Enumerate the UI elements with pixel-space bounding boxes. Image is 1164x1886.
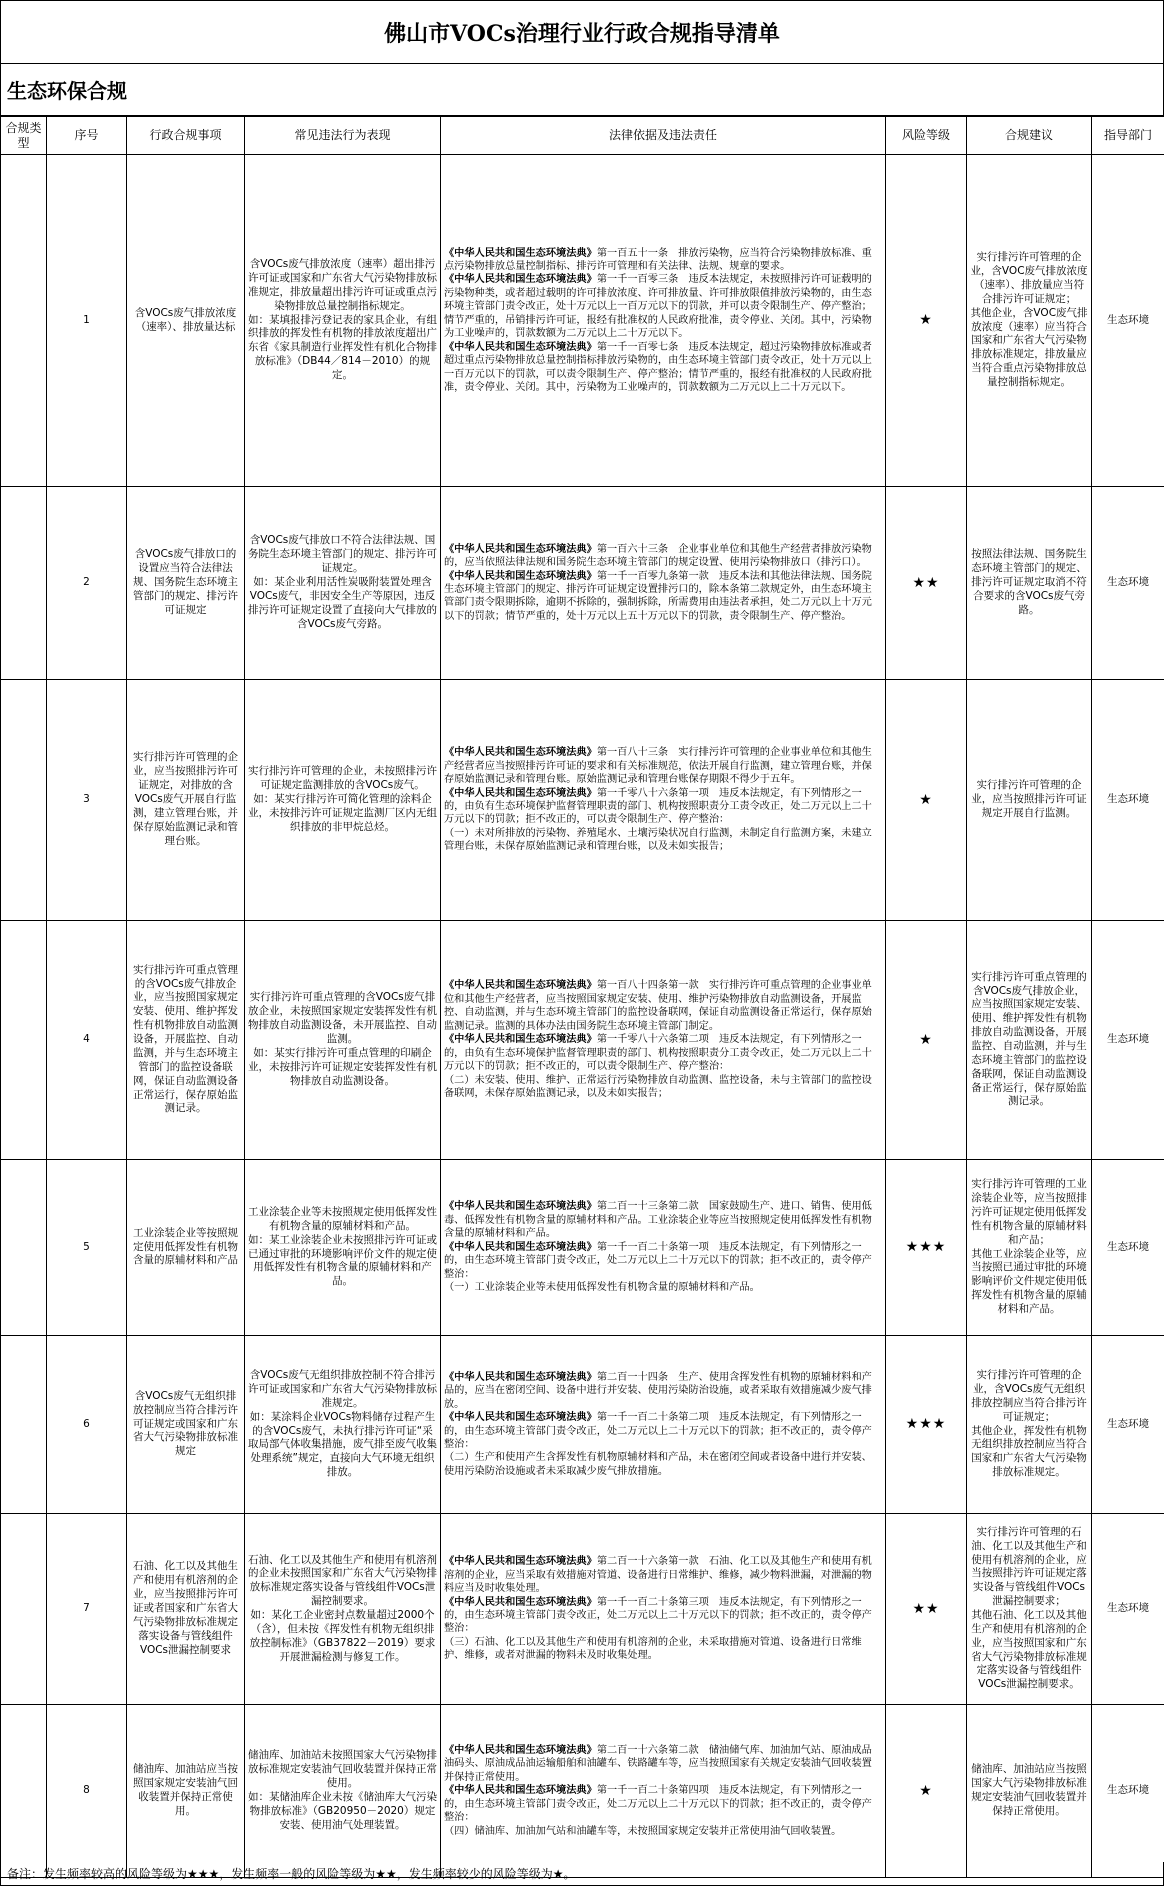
- law-paragraph: [444, 273, 882, 340]
- law-text: 第一千一百零七条 违反本法规定，超过污染物排放标准或者超过重点污染物排放总量控制指标排放污染物的，由生态环境主管部门责令改正，处十万元以上一百万元以下的罚款，可以责令限制生产、停产整治；情节严重的，报经有批准权的人民政府批准，责令停业、关闭。其中，污染物为工业噪声的，罚款数额为二万元以上二十万元以下。: [444, 341, 872, 394]
- cell-behavior: 实行排污许可管理的企业，未按照排污许可证规定监测排放的含VOCs废气。 如：某实行排污许可简化管理的涂料企业，未按排污许可证规定监测厂区内无组织排放的非甲烷总烃。: [245, 680, 441, 921]
- cell-advice: 实行排污许可管理的企业，含VOCs废气无组织排放控制应当符合排污许可证规定； 其他企业，挥发性有机物无组织排放控制应当符合国家和广东省大气污染物排放标准规定。: [967, 1336, 1092, 1514]
- cell-risk: ★: [886, 680, 967, 921]
- cell-law: [441, 680, 886, 921]
- cell-advice: 实行排污许可管理的石油、化工以及其他生产和使用有机溶剂的企业，应当按照排污许可证规定落实设备与管线组件VOCs泄漏控制要求； 其他石油、化工以及其他生产和使用有机溶剂的企业，应当按照国家和广东省大气污染物排放标准规定落实设备与管线组件VOCs泄漏控制要求。: [967, 1514, 1092, 1705]
- cell-law: [441, 1705, 886, 1878]
- law-text: 第一千一百二十条第三项 违反本法规定，有下列情形之一的，由生态环境主管部门责令改正，处二万元以上二十万元以下的罚款；拒不改正的，责令停产整治： （三）石油、化工以及其他生产和使用有机溶剂的企业，未采取措施对管道、设备进行日常维护、维修，或者对泄漏的物料未及时收集处理。: [444, 1596, 872, 1662]
- law-text: 第一百六十三条 企业事业单位和其他生产经营者排放污染物的，应当依照法律法规和国务院生态环境主管部门的规定设置、使用污染物排放口（排污口）。: [444, 543, 872, 569]
- law-text: 第二百一十三条第二款 国家鼓励生产、进口、销售、使用低毒、低挥发性有机物含量的原辅材料和产品。工业涂装企业等应当按照规定使用低挥发性有机物含量的原辅材料和产品。: [444, 1201, 872, 1240]
- law-source: 《中华人民共和国生态环境法典》: [444, 1034, 597, 1046]
- law-paragraph: [444, 746, 882, 786]
- cell-type: [1, 1160, 47, 1336]
- cell-law: [441, 155, 886, 487]
- law-source: 《中华人民共和国生态环境法典》: [444, 247, 597, 259]
- cell-behavior: 石油、化工以及其他生产和使用有机溶剂的企业未按照国家和广东省大气污染物排放标准规定落实设备与管线组件VOCs泄漏控制要求。 如：某化工企业密封点数量超过2000个（含），但未按《挥发性有机物无组织排放控制标准》（GB37822－2019）要求开展泄漏检测与修复工作。: [245, 1514, 441, 1705]
- law-paragraph: [444, 1241, 882, 1295]
- document-title: 佛山市VOCs治理行业行政合规指导清单: [0, 0, 1164, 64]
- header-risk: 风险等级: [886, 117, 967, 155]
- cell-type: [1, 487, 47, 680]
- table-row: [1, 487, 1164, 680]
- law-paragraph: [444, 1371, 882, 1411]
- law-paragraph: [444, 1555, 882, 1595]
- table-row: [1, 155, 1164, 487]
- cell-advice: 实行排污许可管理的企业，含VOC废气排放浓度（速率）、排放量应当符合排污许可证规定； 其他企业，含VOC废气排放浓度（速率）应当符合国家和广东省大气污染物排放标准规定，排放量应当符合重点污染物排放总量控制指标规定。: [967, 155, 1092, 487]
- cell-item: 储油库、加油站应当按照国家规定安装油气回收装置并保持正常使用。: [127, 1705, 245, 1878]
- law-text: 第一百八十四条第一款 实行排污许可重点管理的企业事业单位和其他生产经营者，应当按照国家规定安装、使用、维护污染物排放自动监测设备，开展监控、自动监测，并与生态环境主管部门的监控设备联网，保证自动监测设备正常运行，保存原始监测记录。监测的具体办法由国务院生态环境主管部门制定。: [444, 980, 872, 1032]
- header-item: 行政合规事项: [127, 117, 245, 155]
- cell-no: 3: [47, 680, 127, 921]
- cell-dept: 生态环境: [1092, 487, 1164, 680]
- law-source: 《中华人民共和国生态环境法典》: [444, 1556, 597, 1568]
- cell-item: 实行排污许可重点管理的含VOCs废气排放企业，应当按照国家规定安装、使用、维护挥发性有机物排放自动监测设备，开展监控、自动监测，并与生态环境主管部门的监控设备联网，保证自动监测设备正常运行，保存原始监测记录。: [127, 921, 245, 1160]
- header-no: 序号: [47, 117, 127, 155]
- cell-law: [441, 1514, 886, 1705]
- table-row: [1, 1705, 1164, 1878]
- law-source: 《中华人民共和国生态环境法典》: [444, 787, 597, 799]
- compliance-table: [0, 116, 1164, 1878]
- cell-type: [1, 1514, 47, 1705]
- cell-item: 实行排污许可管理的企业，应当按照排污许可证规定，对排放的含VOCs废气开展自行监测，建立管理台账，并保存原始监测记录和管理台账。: [127, 680, 245, 921]
- cell-risk: ★★★: [886, 1160, 967, 1336]
- law-paragraph: [444, 341, 882, 395]
- cell-behavior: 含VOCs废气无组织排放控制不符合排污许可证或国家和广东省大气污染物排放标准规定。 如：某涂料企业VOCs物料储存过程产生的含VOCs废气，未执行排污许可证“采取局部气体收集措施，废气排至废气收集处理系统”规定，直接向大气环境无组织排放。: [245, 1336, 441, 1514]
- law-paragraph: [444, 1200, 882, 1240]
- footnote: 备注：发生频率较高的风险等级为★★★，发生频率一般的风险等级为★★，发生频率较少的风险等级为★。: [0, 1862, 1164, 1886]
- cell-item: 含VOCs废气排放口的设置应当符合法律法规、国务院生态环境主管部门的规定、排污许可证规定: [127, 487, 245, 680]
- cell-risk: ★★★: [886, 1336, 967, 1514]
- cell-item: 含VOCs废气无组织排放控制应当符合排污许可证规定或国家和广东省大气污染物排放标准规定: [127, 1336, 245, 1514]
- law-paragraph: [444, 1784, 882, 1838]
- cell-law: [441, 1336, 886, 1514]
- law-paragraph: [444, 787, 882, 854]
- cell-no: 5: [47, 1160, 127, 1336]
- law-paragraph: [444, 1411, 882, 1478]
- law-text: 第一千一百二十条第二项 违反本法规定，有下列情形之一的，由生态环境主管部门责令改正，处二万元以上二十万元以下的罚款；拒不改正的，责令停产整治： （二）生产和使用产生含挥发性有机物原辅材料和产品，未在密闭空间或者设备中进行并安装、使用污染防治设施或者未采取减少废气排放措施。: [444, 1412, 872, 1477]
- cell-risk: ★: [886, 155, 967, 487]
- table-row: [1, 1514, 1164, 1705]
- law-paragraph: [444, 1596, 882, 1663]
- law-text: 第二百一十六条第二款 储油储气库、加油加气站、原油成品油码头、原油成品油运输船舶和油罐车、铁路罐车等，应当按照国家有关规定安装油气回收装置并保持正常使用。: [444, 1744, 872, 1783]
- cell-behavior: 含VOCs废气排放浓度（速率）超出排污许可证或国家和广东省大气污染物排放标准规定，排放量超出排污许可证或重点污染物排放总量控制指标规定。 如：某填报排污登记表的家具企业，有组织排放的挥发性有机物的排放浓度超出广东省《家具制造行业挥发性有机化合物排放标准》（DB44／814－2010）的规定。: [245, 155, 441, 487]
- cell-no: 4: [47, 921, 127, 1160]
- law-source: 《中华人民共和国生态环境法典》: [444, 747, 597, 759]
- law-text: 第一百五十一条 排放污染物，应当符合污染物排放标准、重点污染物排放总量控制指标、排污许可管理和有关法律、法规、规章的要求。: [444, 247, 872, 272]
- table-row: [1, 921, 1164, 1160]
- law-text: 第二百一十四条 生产、使用含挥发性有机物的原辅材料和产品的，应当在密闭空间、设备中进行并安装、使用污染防治设施，或者采取有效措施减少废气排放。: [444, 1371, 872, 1410]
- cell-risk: ★: [886, 921, 967, 1160]
- cell-no: 8: [47, 1705, 127, 1878]
- table-row: [1, 1336, 1164, 1514]
- cell-dept: 生态环境: [1092, 1160, 1164, 1336]
- law-text: 第一千零八十六条第二项 违反本法规定，有下列情形之一的，由负有生态环境保护监督管理职责的部门、机构按照职责分工责令改正，处二万元以上二十万元以下的罚款；拒不改正的，可以责令限制生产、停产整治： （二）未安装、使用、维护、正常运行污染物排放自动监测、监控设备，未与主管部门的监控设备联网，未保存原始监测记录，以及未如实报告；: [444, 1034, 872, 1100]
- law-source: 《中华人民共和国生态环境法典》: [444, 980, 597, 992]
- cell-behavior: 储油库、加油站未按照国家大气污染物排放标准规定安装油气回收装置并保持正常使用。 如：某储油库企业未按《储油库大气污染物排放标准》（GB20950－2020）规定安装、使用油气处理装置。: [245, 1705, 441, 1878]
- cell-advice: 实行排污许可管理的工业涂装企业等，应当按照排污许可证规定使用低挥发性有机物含量的原辅材料和产品； 其他工业涂装企业等，应当按照已通过审批的环境影响评价文件规定使用低挥发性有机物含量的原辅材料和产品。: [967, 1160, 1092, 1336]
- law-source: 《中华人民共和国生态环境法典》: [444, 1785, 597, 1797]
- section-heading: 生态环保合规: [0, 64, 1164, 116]
- cell-no: 7: [47, 1514, 127, 1705]
- cell-advice: 按照法律法规、国务院生态环境主管部门的规定、排污许可证规定取消不符合要求的含VOCs废气旁路。: [967, 487, 1092, 680]
- header-behavior: 常见违法行为表现: [245, 117, 441, 155]
- table-header-row: [1, 117, 1164, 155]
- law-text: 第一千一百零九条第一款 违反本法和其他法律法规、国务院生态环境主管部门的规定、排污许可证规定设置排污口的，除本条第二款规定外，由生态环境主管部门责令限期拆除，逾期不拆除的，强制拆除，所需费用由违法者承担，处二万元以上十万元以下的罚款；情节严重的，处十万元以上五十万元以下的罚款，责令限制生产、停产整治。: [444, 570, 872, 622]
- header-dept: 指导部门: [1092, 117, 1164, 155]
- cell-advice: 实行排污许可管理的企业，应当按照排污许可证规定开展自行监测。: [967, 680, 1092, 921]
- law-paragraph: [444, 570, 882, 624]
- cell-type: [1, 680, 47, 921]
- law-source: 《中华人民共和国生态环境法典》: [444, 274, 597, 286]
- law-source: 《中华人民共和国生态环境法典》: [444, 1201, 597, 1213]
- table-row: [1, 1160, 1164, 1336]
- cell-dept: 生态环境: [1092, 1705, 1164, 1878]
- cell-no: 6: [47, 1336, 127, 1514]
- law-source: 《中华人民共和国生态环境法典》: [444, 1241, 597, 1253]
- cell-item: 含VOCs废气排放浓度（速率）、排放量达标: [127, 155, 245, 487]
- cell-advice: 储油库、加油站应当按照国家大气污染物排放标准规定安装油气回收装置并保持正常使用。: [967, 1705, 1092, 1878]
- law-text: 第一千一百二十条第一项 违反本法规定，有下列情形之一的，由生态环境主管部门责令改正，处二万元以上二十万元以下的罚款；拒不改正的，责令停产整治： （一）工业涂装企业等未使用低挥发性有机物含量的原辅材料和产品。: [444, 1241, 872, 1294]
- cell-type: [1, 921, 47, 1160]
- cell-item: 石油、化工以及其他生产和使用有机溶剂的企业，应当按照排污许可证或者国家和广东省大气污染物排放标准规定落实设备与管线组件VOCs泄漏控制要求: [127, 1514, 245, 1705]
- cell-type: [1, 1705, 47, 1878]
- cell-risk: ★★: [886, 1514, 967, 1705]
- law-source: 《中华人民共和国生态环境法典》: [444, 543, 597, 555]
- cell-behavior: 实行排污许可重点管理的含VOCs废气排放企业，未按照国家规定安装挥发性有机物排放自动监测设备，未开展监控、自动监测。 如：某实行排污许可重点管理的印刷企业，未按排污许可证规定安装挥发性有机物排放自动监测设备。: [245, 921, 441, 1160]
- law-source: 《中华人民共和国生态环境法典》: [444, 1744, 597, 1756]
- header-type: 合规类型: [1, 117, 47, 155]
- cell-dept: 生态环境: [1092, 1336, 1164, 1514]
- cell-dept: 生态环境: [1092, 921, 1164, 1160]
- cell-behavior: 工业涂装企业等未按照规定使用低挥发性有机物含量的原辅材料和产品。 如：某工业涂装企业未按照排污许可证或已通过审批的环境影响评价文件的规定使用低挥发性有机物含量的原辅材料和产品。: [245, 1160, 441, 1336]
- cell-behavior: 含VOCs废气排放口不符合法律法规、国务院生态环境主管部门的规定、排污许可证规定。 如：某企业利用活性炭吸附装置处理含VOCs废气，非因安全生产等原因，违反排污许可证规定设置了直接向大气排放的含VOCs废气旁路。: [245, 487, 441, 680]
- cell-dept: 生态环境: [1092, 680, 1164, 921]
- law-text: 第一百八十三条 实行排污许可管理的企业事业单位和其他生产经营者应当按照排污许可证的要求和有关标准规范，依法开展自行监测，建立管理台账，并保存原始监测记录和管理台账。原始监测记录和管理台账保存期限不得少于五年。: [444, 747, 872, 786]
- law-source: 《中华人民共和国生态环境法典》: [444, 1371, 597, 1383]
- law-source: 《中华人民共和国生态环境法典》: [444, 341, 597, 353]
- law-paragraph: [444, 247, 882, 274]
- cell-risk: ★★: [886, 487, 967, 680]
- cell-dept: 生态环境: [1092, 1514, 1164, 1705]
- law-paragraph: [444, 979, 882, 1033]
- cell-no: 1: [47, 155, 127, 487]
- law-source: 《中华人民共和国生态环境法典》: [444, 1596, 597, 1608]
- law-paragraph: [444, 543, 882, 570]
- cell-no: 2: [47, 487, 127, 680]
- table-row: [1, 680, 1164, 921]
- cell-type: [1, 1336, 47, 1514]
- cell-advice: 实行排污许可重点管理的含VOCs废气排放企业，应当按照国家规定安装、使用、维护挥发性有机物排放自动监测设备，开展监控、自动监测，并与生态环境主管部门的监控设备联网，保证自动监测设备正常运行，保存原始监测记录。: [967, 921, 1092, 1160]
- cell-law: [441, 921, 886, 1160]
- law-text: 第一千零八十六条第一项 违反本法规定，有下列情形之一的，由负有生态环境保护监督管理职责的部门、机构按照职责分工责令改正，处二万元以上二十万元以下的罚款；拒不改正的，可以责令限制生产、停产整治： （一）未对所排放的污染物、养殖尾水、土壤污染状况自行监测，未制定自行监测方案，未建立管理台账，未保存原始监测记录和管理台账，以及未如实报告；: [444, 787, 872, 853]
- law-source: 《中华人民共和国生态环境法典》: [444, 1412, 597, 1424]
- law-text: 第一千一百零三条 违反本法规定，未按照排污许可证载明的污染物种类，或者超过载明的许可排放浓度、许可排放量、许可排放限值排放污染物的，由生态环境主管部门责令改正，处十万元以上一百万元以下的罚款，并可以责令限制生产、停产整治；情节严重的，吊销排污许可证，报经有批准权的人民政府批准，责令停业、关闭。其中，污染物为工业噪声的，罚款数额为二万元以上二十万元以下。: [444, 274, 872, 340]
- cell-risk: ★: [886, 1705, 967, 1878]
- cell-item: 工业涂装企业等按照规定使用低挥发性有机物含量的原辅材料和产品: [127, 1160, 245, 1336]
- law-source: 《中华人民共和国生态环境法典》: [444, 570, 597, 582]
- cell-dept: 生态环境: [1092, 155, 1164, 487]
- header-advice: 合规建议: [967, 117, 1092, 155]
- law-paragraph: [444, 1033, 882, 1100]
- cell-law: [441, 1160, 886, 1336]
- law-text: 第一千一百二十条第四项 违反本法规定，有下列情形之一的，由生态环境主管部门责令改正，处二万元以上二十万元以下的罚款；拒不改正的，责令停产整治： （四）储油库、加油加气站和油罐车等，未按照国家规定安装并正常使用油气回收装置。: [444, 1785, 872, 1837]
- cell-law: [441, 487, 886, 680]
- header-law: 法律依据及违法责任: [441, 117, 886, 155]
- law-paragraph: [444, 1744, 882, 1784]
- law-text: 第二百一十六条第一款 石油、化工以及其他生产和使用有机溶剂的企业，应当采取有效措施对管道、设备进行日常维护、维修，减少物料泄漏，对泄漏的物料应当及时收集处理。: [444, 1556, 872, 1595]
- cell-type: [1, 155, 47, 487]
